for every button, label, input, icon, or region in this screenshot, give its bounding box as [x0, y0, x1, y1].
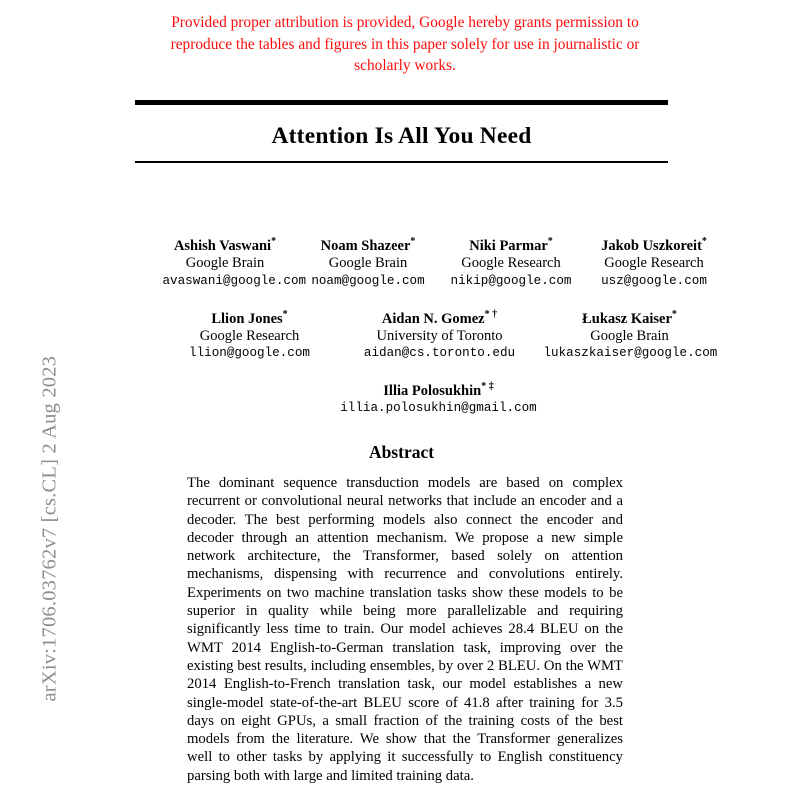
- author-row: [144, 238, 735, 290]
- author-entry: [440, 238, 583, 290]
- author-footnote-mark: *: [271, 236, 277, 248]
- author-name: Jakob Uszkoreit*: [601, 236, 707, 254]
- author-name: Aidan N. Gomez* †: [381, 308, 498, 327]
- author-affiliation: Google Brain: [185, 255, 265, 271]
- author-entry: [297, 238, 440, 290]
- author-footnote-mark: *: [701, 236, 707, 248]
- paper-page: [64, 0, 798, 784]
- author-footnote-mark: *: [410, 236, 416, 248]
- abstract-text: The dominant sequence transduction models are based on complex recurrent or convolutional neural networks that include an encoder and a decoder. The best performing models also connect the encoder and decoder through an attention mechanism. We propose a new simple network architecture, the Transformer, based solely on attention mechanisms, dispensing with recurrence and convolutions entirely. Experiments on two machine translation tasks show these models to be superior in quality while being more parallelizable and requiring significantly less time to train. Our model achieves 28.4 BLEU on the WMT 2014 English-to-German translation task, improving over the existing best results, including ensembles, by over 2 BLEU. On the WMT 2014 English-to-French translation task, our model establishes a new single-model state-of-the-art BLEU score of 41.8 after training for 3.5 days on eight GPUs, a small fraction of the training costs of the best models from the literature. We show that the Transformer generalizes well to other tasks by applying it successfully to English constituency parsing both with large and limited training data.: [187, 475, 623, 784]
- arxiv-stamp: [0, 0, 64, 711]
- author-name: Illia Polosukhin* ‡: [383, 381, 494, 399]
- author-row: [142, 383, 735, 417]
- author-email: nikip@google.com: [450, 273, 572, 288]
- title-rule-bottom: [135, 161, 668, 163]
- author-affiliation: Google Brain: [590, 327, 669, 344]
- author-block: [135, 238, 735, 417]
- author-footnote-mark: *: [282, 308, 288, 320]
- page-title: Attention Is All You Need: [271, 123, 532, 149]
- author-affiliation: University of Toronto: [376, 327, 503, 344]
- author-name: Łukasz Kaiser*: [582, 308, 677, 327]
- author-name: Niki Parmar*: [469, 236, 553, 254]
- author-affiliation: Google Research: [199, 327, 300, 344]
- author-footnote-mark: *: [547, 236, 553, 248]
- author-email: noam@google.com: [311, 273, 425, 288]
- author-entry: [154, 236, 307, 290]
- author-entry: [583, 238, 726, 290]
- author-entry: [345, 308, 535, 363]
- author-entry: [300, 383, 578, 417]
- author-row: [144, 308, 735, 363]
- author-footnote-mark: * ‡: [481, 381, 494, 393]
- author-footnote-mark: * †: [484, 308, 498, 320]
- author-email: lukaszkaiser@google.com: [543, 346, 718, 360]
- author-name: Llion Jones*: [211, 308, 288, 327]
- author-affiliation: Google Research: [604, 255, 704, 271]
- author-affiliation: Google Research: [461, 255, 561, 271]
- author-name: Noam Shazeer*: [320, 236, 416, 254]
- title-rule-top: [135, 100, 668, 105]
- author-footnote-mark: *: [671, 308, 677, 320]
- author-entry: [535, 308, 725, 363]
- author-email: illia.polosukhin@gmail.com: [340, 401, 537, 415]
- author-name: Ashish Vaswani*: [173, 236, 277, 254]
- author-entry: [155, 308, 345, 363]
- author-email: usz@google.com: [601, 273, 707, 288]
- author-email: aidan@cs.toronto.edu: [363, 346, 516, 360]
- author-affiliation: Google Brain: [328, 255, 408, 271]
- abstract-heading: Abstract: [368, 442, 435, 462]
- permission-notice: Provided proper attribution is provided, Google hereby grants permission to reproduce the tables and figures in this paper solely for use in journalistic or scholarly works.: [170, 14, 640, 74]
- author-email: avaswani@google.com: [162, 273, 307, 288]
- author-email: llion@google.com: [189, 346, 310, 360]
- arxiv-identifier-text: arXiv:1706.03762v7 [cs.CL] 2 Aug 2023: [38, 355, 61, 702]
